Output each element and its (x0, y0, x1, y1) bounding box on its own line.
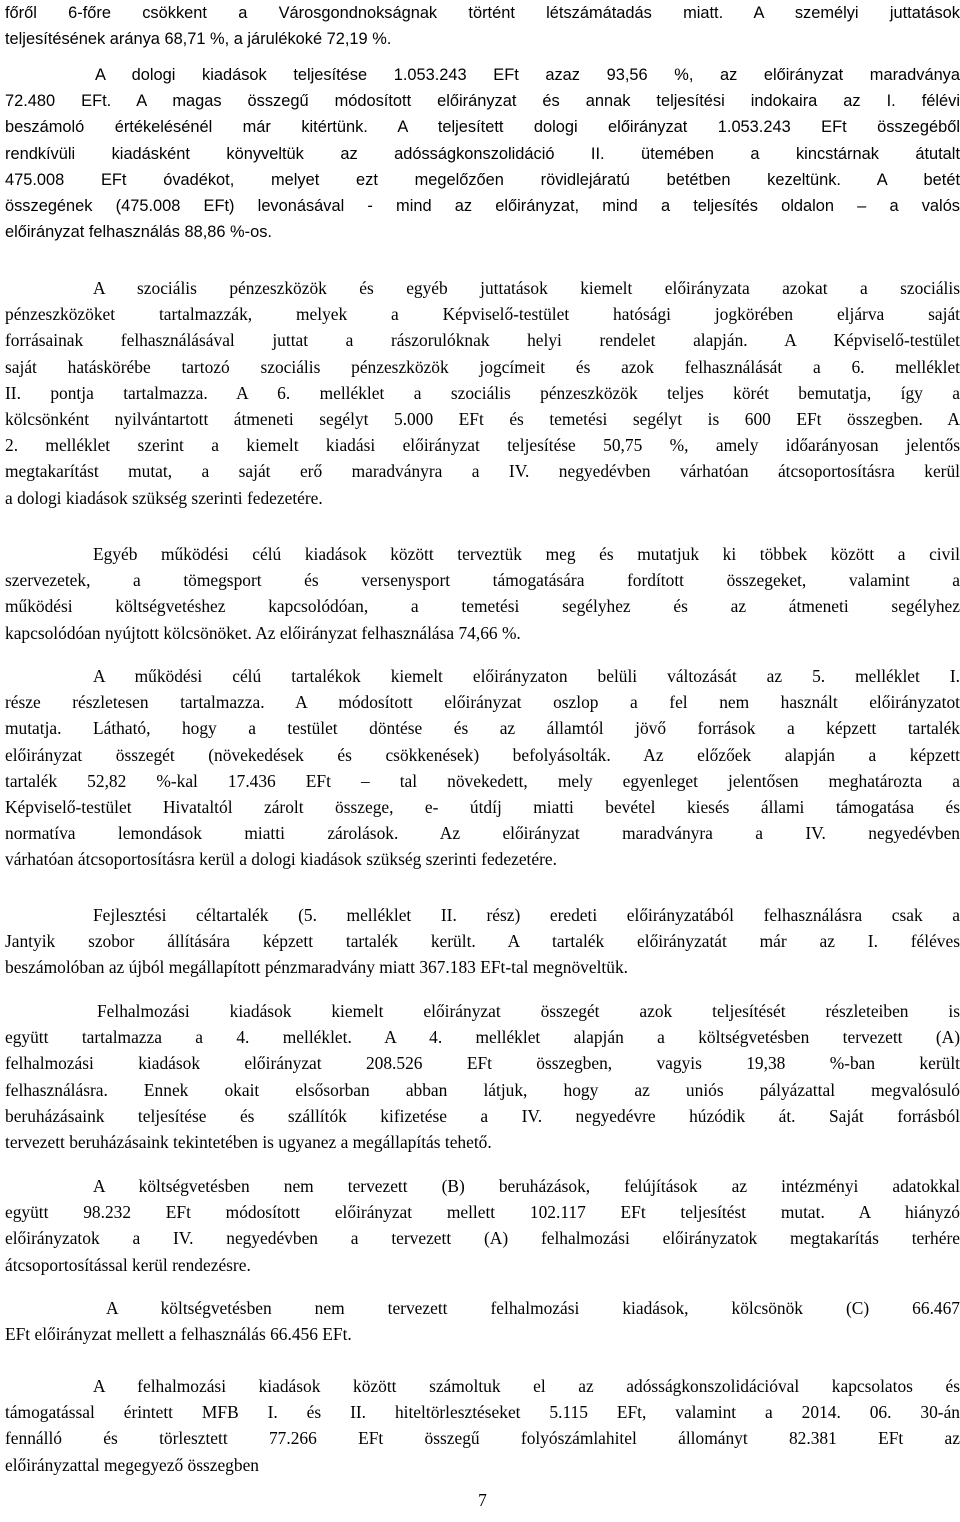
paragraph-line: beszámoló értékelésénél már kitértünk. A teljesített dologi előirányzat 1.053.243 EFt összegéből (5, 118, 960, 137)
paragraph-line: előirányzatok a IV. negyedévben a tervezett (A) felhalmozási előirányzatok megtakarítás terhére (5, 1228, 960, 1249)
paragraph (5, 62, 960, 245)
paragraph-line: II. pontja tartalmazza. A 6. melléklet a szociális pénzeszközök teljes körét bemutatja, így a (5, 382, 960, 403)
paragraph-line: normatíva lemondások miatti zárolások. Az előirányzat maradványra a IV. negyedévben (5, 823, 960, 844)
paragraph-line: 475.008 EFt óvadékot, melyet ezt megelőzően rövidlejáratú betétben kezeltünk. A betét (5, 170, 960, 189)
paragraph-line: előirányzat felhasználás 88,86 %-os. (5, 223, 272, 242)
paragraph-line: tervezett beruházásaink tekintetében is ugyanez a megállapítás tehető. (5, 1132, 492, 1153)
paragraph (5, 663, 960, 873)
document-page (5, 0, 960, 1522)
paragraph-line: beruházásaink teljesítése és szállítók kifizetése a IV. negyedévre húzódik át. Saját forrásból (5, 1105, 960, 1126)
paragraph (5, 998, 960, 1155)
paragraph-line: A költségvetésben nem tervezett felhalmozási kiadások, kölcsönök (C) 66.467 (106, 1298, 960, 1318)
paragraph-line: A dologi kiadások teljesítése 1.053.243 EFt azaz 93,56 %, az előirányzat maradványa (95, 66, 960, 84)
paragraph (5, 1373, 960, 1478)
paragraph-line: beszámolóban az újból megállapított pénzmaradvány miatt 367.183 EFt-tal megnöveltük. (5, 957, 628, 978)
paragraph-line: kapcsolódóan nyújtott kölcsönöket. Az előirányzat felhasználása 74,66 %. (5, 622, 521, 643)
paragraph-line: A szociális pénzeszközök és egyéb juttatások kiemelt előirányzata azokat a szociális (93, 278, 960, 298)
paragraph-line: előirányzat összegét (növekedések és csökkenések) befolyásolták. Az előzőek alapján a képzett (5, 744, 960, 765)
paragraph-line: felhasználásra. Ennek okait elsősorban abban látjuk, hogy az uniós pályázattal megvalósuló (5, 1079, 960, 1100)
paragraph-line: pénzeszközöket tartalmazzák, melyek a Képviselő-testület hatósági jogkörében eljárva saját (5, 304, 960, 325)
paragraph-line: rendkívüli kiadásként könyveltük az adósságkonszolidáció II. ütemében a kincstárnak átutalt (5, 144, 960, 163)
paragraph-line: saját hatáskörébe tartozó szociális pénzeszközök jogcímeit és azok felhasználását a 6. melléklet (5, 356, 960, 377)
paragraph-line: tartalék 52,82 %-kal 17.436 EFt – tal növekedett, mely egyenleget jelentősen meghatározta a (5, 770, 960, 791)
paragraph-line: kölcsönként nyilvántartott átmeneti segélyt 5.000 EFt és temetési segélyt is 600 EFt összegben. A (5, 409, 960, 430)
paragraph (5, 1295, 960, 1347)
paragraph-line: része részletesen tartalmazza. A módosított előirányzat oszlop a fel nem használt előirányzatot (5, 692, 960, 713)
paragraph-line: Felhalmozási kiadások kiemelt előirányzat összegét azok teljesítését részleteiben is (97, 1001, 960, 1021)
paragraph-line: várhatóan átcsoportosításra kerül a dologi kiadások szükség szerinti fedezetére. (5, 849, 557, 870)
paragraph-line: főről 6-főre csökkent a Városgondnokságnak történt létszámátadás miatt. A személyi juttatások (5, 4, 960, 22)
paragraph-line: forrásainak felhasználásával juttat a rászorulóknak helyi rendelet alapján. A Képviselő-testület (5, 330, 960, 351)
paragraph-line: teljesítésének aránya 68,71 %, a járulékoké 72,19 %. (5, 30, 392, 49)
paragraph-line: összegének (475.008 EFt) levonásával - mind az előirányzat, mind a teljesítés oldalon – a valós (5, 197, 960, 216)
paragraph-line: Képviselő-testület Hivataltól zárolt összege, e- útdíj miatti bevétel kiesés állami támogatása és (5, 797, 960, 818)
paragraph-line: megtakarítást mutat, a saját erő maradványra a IV. negyedévben várhatóan átcsoportosításra kerül (5, 461, 960, 482)
paragraph (5, 0, 960, 52)
paragraph-line: A működési célú tartalékok kiemelt előirányzaton belüli változását az 5. melléklet I. (93, 666, 960, 686)
paragraph-line: átcsoportosítással kerül rendezésre. (5, 1254, 251, 1275)
paragraph-line: Jantyik szobor állítására képzett tartalék került. A tartalék előirányzatát már az I. féléves (5, 931, 960, 952)
paragraph-line: szervezetek, a tömegsport és versenysport támogatására fordított összegeket, valamint a (5, 570, 960, 591)
paragraph-line: A költségvetésben nem tervezett (B) beruházások, felújítások az intézményi adatokkal (93, 1176, 960, 1196)
page-number: 7 (478, 1490, 487, 1510)
paragraph-line: működési költségvetéshez kapcsolódóan, a temetési segélyhez és az átmeneti segélyhez (5, 596, 960, 617)
paragraph-line: fennálló és törlesztett 77.266 EFt összegű folyószámlahitel állományt 82.381 EFt az (5, 1428, 960, 1449)
paragraph-line: támogatással érintett MFB I. és II. hiteltörlesztéseket 5.115 EFt, valamint a 2014. 06. 30-án (5, 1402, 960, 1423)
paragraph-line: Egyéb működési célú kiadások között terveztük meg és mutatjuk ki többek között a civil (93, 544, 960, 564)
paragraph (5, 902, 960, 981)
paragraph (5, 275, 960, 511)
paragraph (5, 541, 960, 646)
paragraph-line: EFt előirányzat mellett a felhasználás 66.456 EFt. (5, 1324, 352, 1345)
paragraph-line: A felhalmozási kiadások között számoltuk el az adósságkonszolidációval kapcsolatos és (93, 1376, 960, 1396)
paragraph-line: együtt 98.232 EFt módosított előirányzat mellett 102.117 EFt teljesítést mutat. A hiányzó (5, 1202, 960, 1223)
paragraph-line: felhalmozási kiadások előirányzat 208.526 EFt összegben, vagyis 19,38 %-ban került (5, 1053, 960, 1074)
paragraph-line: mutatja. Látható, hogy a testület döntése és az államtól jövő források a képzett tartalék (5, 718, 960, 739)
paragraph-line: 2. melléklet szerint a kiemelt kiadási előirányzat teljesítése 50,75 %, amely időarányosan jelentős (5, 435, 960, 456)
paragraph-line: együtt tartalmazza a 4. melléklet. A 4. melléklet alapján a költségvetésben tervezett (A) (5, 1027, 960, 1048)
paragraph (5, 1173, 960, 1278)
paragraph-line: Fejlesztési céltartalék (5. melléklet II. rész) eredeti előirányzatából felhasználásra csak a (93, 905, 960, 925)
paragraph-line: a dologi kiadások szükség szerinti fedezetére. (5, 487, 323, 508)
paragraph-line: előirányzattal megegyező összegben (5, 1454, 259, 1475)
paragraph-line: 72.480 EFt. A magas összegű módosított előirányzat és annak teljesítési indokaira az I. félévi (5, 92, 960, 111)
